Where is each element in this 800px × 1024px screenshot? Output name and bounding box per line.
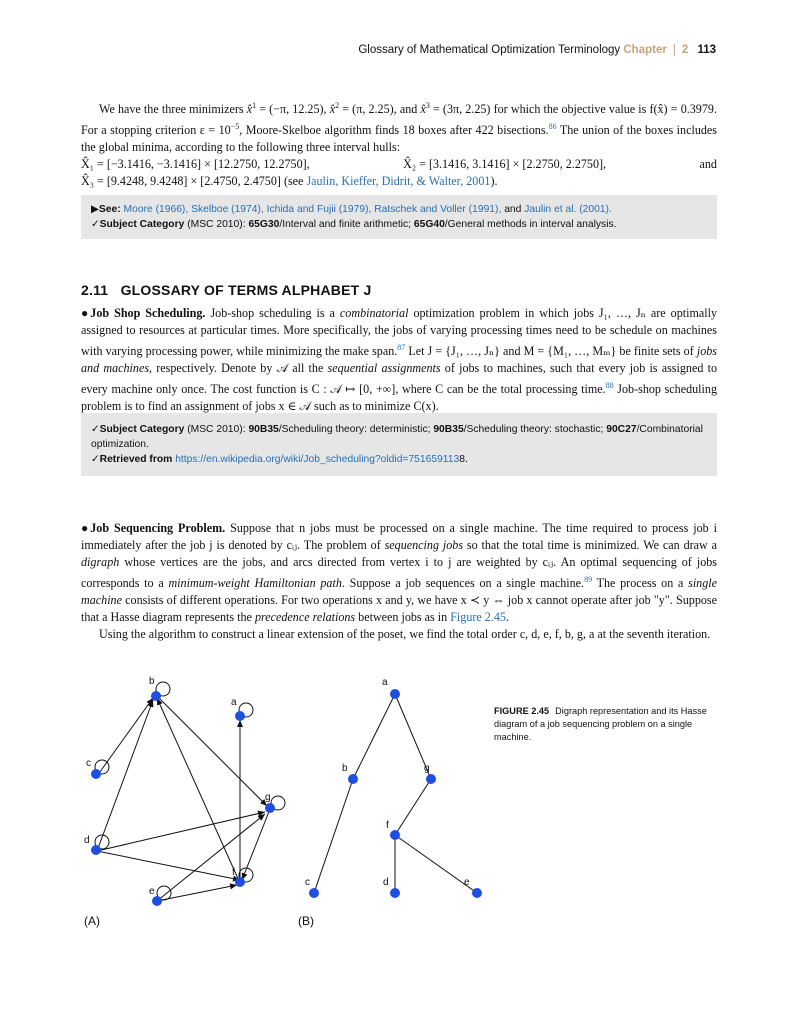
footnote-ref[interactable]: 86	[548, 122, 557, 132]
digraph-node-a	[235, 711, 245, 721]
hasse-node-g	[426, 774, 436, 784]
subject-box: ✓Subject Category (MSC 2010): 90B35/Scheduling theory: deterministic; 90B35/Scheduling theory: stochastic; 90C27/Combinatorial optimization. ✓Retrieved from https://en.wikipedia.org/wiki/Job_scheduling?oldid=7516591138.	[81, 413, 717, 476]
hasse-node-f	[390, 830, 400, 840]
term-job-sequencing: Job Sequencing Problem.	[90, 521, 226, 535]
wikipedia-link[interactable]: https://en.wikipedia.org/wiki/Job_scheduling?oldid=751659113	[175, 454, 460, 465]
svg-text:d: d	[383, 877, 389, 888]
see-refs-links[interactable]: Moore (1966), Skelboe (1974), Ichida and Fujii (1979), Ratschek and Voller (1991),	[123, 204, 502, 215]
section-heading: 2.11 GLOSSARY OF TERMS ALPHABET J	[81, 282, 372, 298]
intro-paragraph: We have the three minimizers x̂$^1$ = (−π, 12.25), x̂$^2$ = (π, 2.25), and x̂$^3$ = (3π, 2.25) for which the objective value is f(x̂) = 0.3979. For a stopping criterion $\varepsilon = 10^{-5}$, Moore-Skelboe algorithm finds 18 boxes after 422 bisections.$^{86}$ The union of the boxes includes the global minima, according to the following three interval hulls: X̂₁ = [−3.1416, −3.1416] × [12.2750, 12.2750], X̂₂ = [3.1416, 3.1416] × [2.2750, 2.2750], and X̂₃ = [9.4248, 9.4248] × [2.4750, 2.4750] (see Jaulin, Kieffer, Didrit, & Walter, 2001).	[81, 101, 717, 189]
term-job-shop: Job Shop Scheduling.	[90, 306, 206, 320]
digraph-node-e	[152, 896, 162, 906]
panel-label-a: (A)	[84, 914, 100, 928]
svg-text:e: e	[464, 877, 470, 888]
svg-text:b: b	[342, 763, 348, 774]
figure-hasse	[300, 672, 490, 907]
job-shop-entry: ●Job Shop Scheduling. Job-shop scheduling is a combinatorial optimization problem in which jobs J₁, …, Jₙ are optimally assigned to resources at particular times. More specifically, the jobs of varying processing times need to be schedule on machines with varying processing power, while minimizing the make span.$^{87}$ Let J = {J₁, …, Jₙ} and M = {M₁, …, Mₘ} be finite sets of jobs and machines, respectively. Denote by 𝒜 all the sequential assignments of jobs to machines, such that every job is assigned to every machine only once. The cost function is C : 𝒜 ↦ [0, +∞], where C can be the total processing time.$^{88}$ Job-shop scheduling problem is to find an assignment of jobs x ∈ 𝒜 such as to minimize C(x).	[81, 306, 718, 414]
job-sequencing-entry: ●Job Sequencing Problem. Suppose that n jobs must be processed on a single machine. The time required to process job i immediately after the job j is denoted by cᵢⱼ. The problem of sequencing jobs so that the total time is minimized. We can draw a digraph whose vertices are the jobs, and arcs directed from vertex i to j are weighted by cᵢⱼ. An optimal sequencing of jobs corresponds to a minimum-weight Hamiltonian path. Suppose a job sequences on a single machine.$^{89}$ The process on a single machine consists of different operations. For two operations x and y, we have x ≺ y ⇔ job x cannot operate after job "y". Suppose that a Hasse diagram represents the precedence relations between jobs as in Figure 2.45. Using the algorithm to construct a linear extension of the poset, we find the total order c, d, e, f, b, g, a at the seventh iteration.	[81, 521, 717, 642]
panel-label-b: (B)	[298, 914, 314, 928]
svg-text:c: c	[305, 877, 310, 888]
hasse-node-d	[390, 888, 400, 898]
digraph-node-g	[265, 803, 275, 813]
citation-link[interactable]: Jaulin, Kieffer, Didrit, & Walter, 2001	[306, 174, 491, 189]
digraph-label-d: d	[84, 835, 90, 846]
digraph-label-g: g	[265, 792, 271, 803]
svg-text:g: g	[424, 763, 430, 774]
figure-digraph	[80, 672, 290, 912]
hasse-node-c	[309, 888, 319, 898]
hasse-node-a	[390, 689, 400, 699]
digraph-label-f: f	[232, 867, 235, 878]
running-head-chapter-num: 2	[681, 44, 689, 56]
see-last-link[interactable]: Jaulin et al. (2001).	[524, 204, 612, 215]
svg-text:f: f	[386, 820, 389, 831]
page-number: 113	[697, 44, 716, 56]
digraph-label-c: c	[86, 758, 91, 769]
digraph-node-f	[235, 877, 245, 887]
hasse-node-e	[472, 888, 482, 898]
figure-caption-text: Digraph representation and its Hasse diagram of a job sequencing problem on a single machine.	[494, 706, 707, 742]
running-head-title: Glossary of Mathematical Optimization Terminology	[358, 44, 621, 56]
hasse-node-b	[348, 774, 358, 784]
running-head-chapter: Chapter	[623, 44, 667, 56]
digraph-label-b: b	[149, 676, 155, 687]
digraph-node-b	[151, 691, 161, 701]
digraph-label-e: e	[149, 886, 155, 897]
see-also-box: ▶See: Moore (1966), Skelboe (1974), Ichida and Fujii (1979), Ratschek and Voller (1991), and Jaulin et al. (2001). ✓Subject Category (MSC 2010): 65G30/Interval and finite arithmetic; 65G40/General methods in interval analysis.	[81, 195, 717, 239]
digraph-node-c	[91, 769, 101, 779]
figure-link[interactable]: Figure 2.45	[450, 610, 506, 625]
svg-text:a: a	[382, 677, 388, 688]
running-head: Glossary of Mathematical Optimization Terminology Chapter | 2 113	[358, 44, 716, 56]
digraph-node-d	[91, 845, 101, 855]
figure-caption	[494, 705, 719, 744]
digraph-label-a: a	[231, 697, 237, 708]
figure-caption-label: FIGURE 2.45	[494, 706, 550, 716]
